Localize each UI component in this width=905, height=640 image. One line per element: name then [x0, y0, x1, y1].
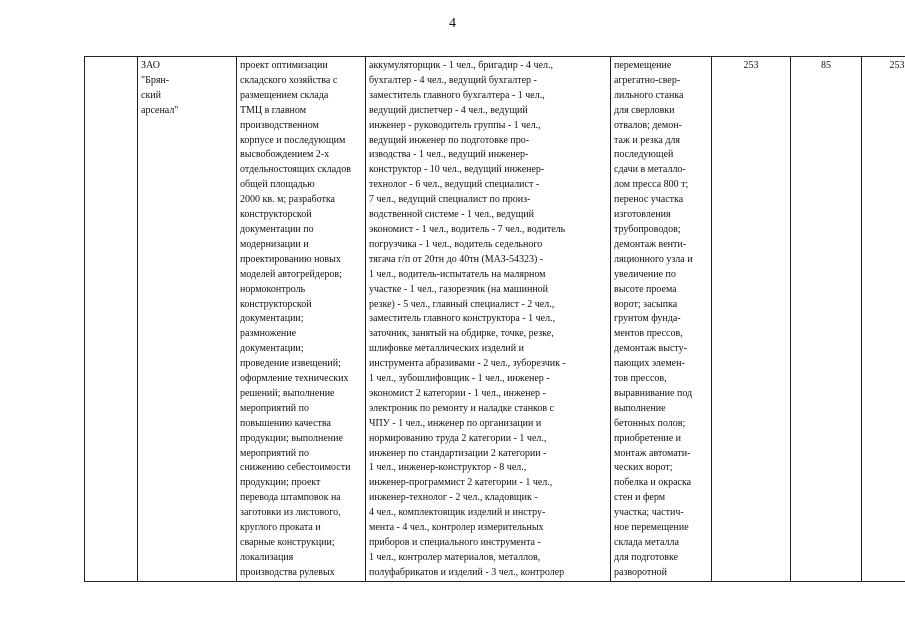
- text-line: высоте проема: [614, 283, 677, 295]
- text-line: сварные конструкции;: [240, 537, 335, 548]
- text-line: заместитель главного конструктора - 1 чел.,: [369, 313, 556, 325]
- text-line: ТМЦ в главном: [240, 104, 307, 116]
- text-line: перевода штамповок на: [240, 492, 341, 504]
- text-line: увеличение по: [614, 268, 676, 280]
- text-line: 2000 кв. м; разработка: [240, 194, 335, 206]
- text-line: 7 чел., ведущий специалист по произ-: [369, 194, 531, 206]
- text-line: демонтаж венти-: [614, 238, 687, 250]
- text-line: 1 чел., водитель-испытатель на малярном: [369, 268, 546, 280]
- text-line: последующей: [614, 149, 674, 161]
- value-cell-3: 253: [862, 57, 905, 582]
- text-line: погрузчика - 1 чел., водитель седельного: [369, 238, 543, 250]
- text-line: ведущий инженер по подготовке про-: [369, 134, 530, 146]
- text-line: корпусе и последующим: [240, 134, 346, 146]
- text-line: оформление технических: [240, 373, 349, 385]
- text-line: заточник, занятый на обдирке, точке, резке,: [369, 328, 554, 340]
- text-line: участке - 1 чел., газорезчик (на машинной: [369, 283, 549, 295]
- text-line: нормированию труда 2 категории - 1 чел.,: [369, 432, 547, 444]
- text-line: лильного станка: [614, 89, 684, 101]
- text-line: производственном: [240, 119, 319, 131]
- text-line: для подготовке: [614, 551, 679, 563]
- text-line: заготовки из листового,: [240, 507, 341, 519]
- text-line: ное перемещение: [614, 522, 689, 534]
- text-line: инженер - руководитель группы - 1 чел.,: [369, 119, 541, 131]
- organization-cell: [138, 57, 237, 582]
- text-line: конструкторской: [240, 209, 312, 221]
- text-line: отдельностоящих складов: [240, 164, 351, 176]
- text-line: инструмента абразивами - 2 чел., зуборезчик -: [369, 358, 566, 370]
- text-line: приборов и специального инструмента -: [369, 537, 541, 548]
- page-number: 4: [449, 16, 456, 31]
- text-line: конструкторской: [240, 298, 312, 310]
- staff-list-cell: [366, 57, 611, 582]
- text-line: электроник по ремонту и наладке станков с: [369, 402, 555, 414]
- text-line: модернизации и: [240, 238, 309, 250]
- table-row: [85, 57, 905, 582]
- text-line: 4 чел., комплектовщик изделий и инстру-: [369, 507, 546, 519]
- text-line: приобретение и: [614, 432, 682, 444]
- text-line: перенос участка: [614, 194, 684, 206]
- text-line: бетонных полов;: [614, 417, 686, 429]
- text-line: экономист - 1 чел., водитель - 7 чел., водитель: [369, 223, 566, 235]
- text-line: выполнение: [614, 402, 666, 414]
- text-line: производства рулевых: [240, 566, 335, 578]
- text-line: шлифовке металлических изделий и: [369, 343, 524, 355]
- text-line: трубопроводов;: [614, 223, 681, 235]
- text-line: ЧПУ - 1 чел., инженер по организации и: [369, 417, 542, 429]
- text-line: изготовления: [614, 209, 671, 221]
- text-line: решений; выполнение: [240, 387, 335, 399]
- text-line: участка; частич-: [614, 507, 684, 519]
- text-line: общей площадью: [240, 179, 315, 191]
- text-line: ский: [141, 89, 161, 101]
- text-line: стен и ферм: [614, 492, 666, 504]
- text-line: ляционного узла и: [614, 253, 693, 265]
- text-line: склада металла: [614, 537, 679, 548]
- text-line: проведение извещений;: [240, 358, 341, 370]
- text-line: инженер по стандартизации 2 категории -: [369, 447, 547, 459]
- text-line: повышению качества: [240, 417, 331, 429]
- text-line: "Брян-: [141, 74, 170, 86]
- text-line: тягача г/п от 20тн до 40тн (МАЗ-54323) -: [369, 253, 544, 265]
- text-line: 1 чел., контролер материалов, металлов,: [369, 551, 541, 563]
- text-line: монтаж автомати-: [614, 447, 691, 459]
- text-line: мента - 4 чел., контролер измерительных: [369, 522, 544, 534]
- text-line: инженер-программист 2 категории - 1 чел.,: [369, 477, 553, 489]
- text-line: тов прессов,: [614, 373, 667, 385]
- text-line: 1 чел., зубошлифовщик - 1 чел., инженер -: [369, 373, 550, 385]
- text-line: снижению себестоимости: [240, 462, 351, 474]
- text-line: агрегатно-свер-: [614, 74, 681, 86]
- text-line: бухгалтер - 4 чел., ведущий бухгалтер -: [369, 74, 537, 86]
- text-line: нормоконтроль: [240, 283, 306, 295]
- text-line: полуфабрикатов и изделий - 3 чел., контролер: [369, 566, 565, 578]
- text-line: грунтом фунда-: [614, 313, 681, 325]
- text-line: побелка и окраска: [614, 477, 692, 489]
- text-line: 1 чел., инженер-конструктор - 8 чел.,: [369, 462, 527, 474]
- text-line: документации по: [240, 223, 314, 235]
- text-line: продукции; проект: [240, 477, 321, 489]
- text-line: аккумуляторщик - 1 чел., бригадир - 4 чел.,: [369, 60, 554, 71]
- text-line: лом пресса 800 т;: [614, 179, 689, 191]
- text-line: сдачи в металло-: [614, 164, 686, 176]
- project-table: [84, 56, 905, 582]
- project-description-cell: [237, 57, 366, 582]
- text-line: размножение: [240, 328, 297, 340]
- text-line: продукции; выполнение: [240, 432, 343, 444]
- text-line: арсенал": [141, 104, 179, 116]
- index-cell: [85, 57, 138, 582]
- text-line: моделей автогрейдеров;: [240, 268, 342, 280]
- text-line: технолог - 6 чел., ведущий специалист -: [369, 179, 540, 191]
- text-line: проект оптимизации: [240, 60, 328, 71]
- text-line: экономист 2 категории - 1 чел., инженер -: [369, 387, 546, 399]
- text-line: перемещение: [614, 60, 672, 71]
- value-cell-1: 253: [712, 57, 791, 582]
- text-line: для сверловки: [614, 104, 675, 116]
- text-line: документации;: [240, 343, 304, 355]
- text-line: ЗАО: [141, 60, 160, 71]
- text-line: разворотной: [614, 566, 667, 578]
- text-line: высвобождением 2-х: [240, 149, 330, 161]
- text-line: мероприятий по: [240, 402, 309, 414]
- text-line: пающих элемен-: [614, 358, 685, 370]
- text-line: документации;: [240, 313, 304, 325]
- text-line: складского хозяйства с: [240, 74, 338, 86]
- text-line: локализация: [240, 551, 294, 563]
- text-line: ведущий диспетчер - 4 чел., ведущий: [369, 104, 528, 116]
- value-cell-2: 85: [791, 57, 862, 582]
- text-line: ворот; засыпка: [614, 298, 678, 310]
- text-line: заместитель главного бухгалтера - 1 чел.,: [369, 89, 545, 101]
- text-line: изводства - 1 чел., ведущий инженер-: [369, 149, 529, 161]
- text-line: проектированию новых: [240, 253, 341, 265]
- text-line: круглого проката и: [240, 522, 321, 534]
- text-line: демонтаж высту-: [614, 343, 687, 355]
- text-line: водственной системе - 1 чел., ведущий: [369, 209, 534, 221]
- text-line: конструктор - 10 чел., ведущий инженер-: [369, 164, 545, 176]
- text-line: ческих ворот;: [614, 462, 673, 474]
- text-line: таж и резка для: [614, 134, 681, 146]
- text-line: отвалов; демон-: [614, 119, 682, 131]
- text-line: выравнивание под: [614, 387, 693, 399]
- works-list-cell: [611, 57, 712, 582]
- text-line: инженер-технолог - 2 чел., кладовщик -: [369, 492, 538, 504]
- text-line: резке) - 5 чел., главный специалист - 2 чел.,: [369, 298, 555, 310]
- text-line: мероприятий по: [240, 447, 309, 459]
- text-line: ментов прессов,: [614, 328, 683, 340]
- text-line: размещением склада: [240, 89, 329, 101]
